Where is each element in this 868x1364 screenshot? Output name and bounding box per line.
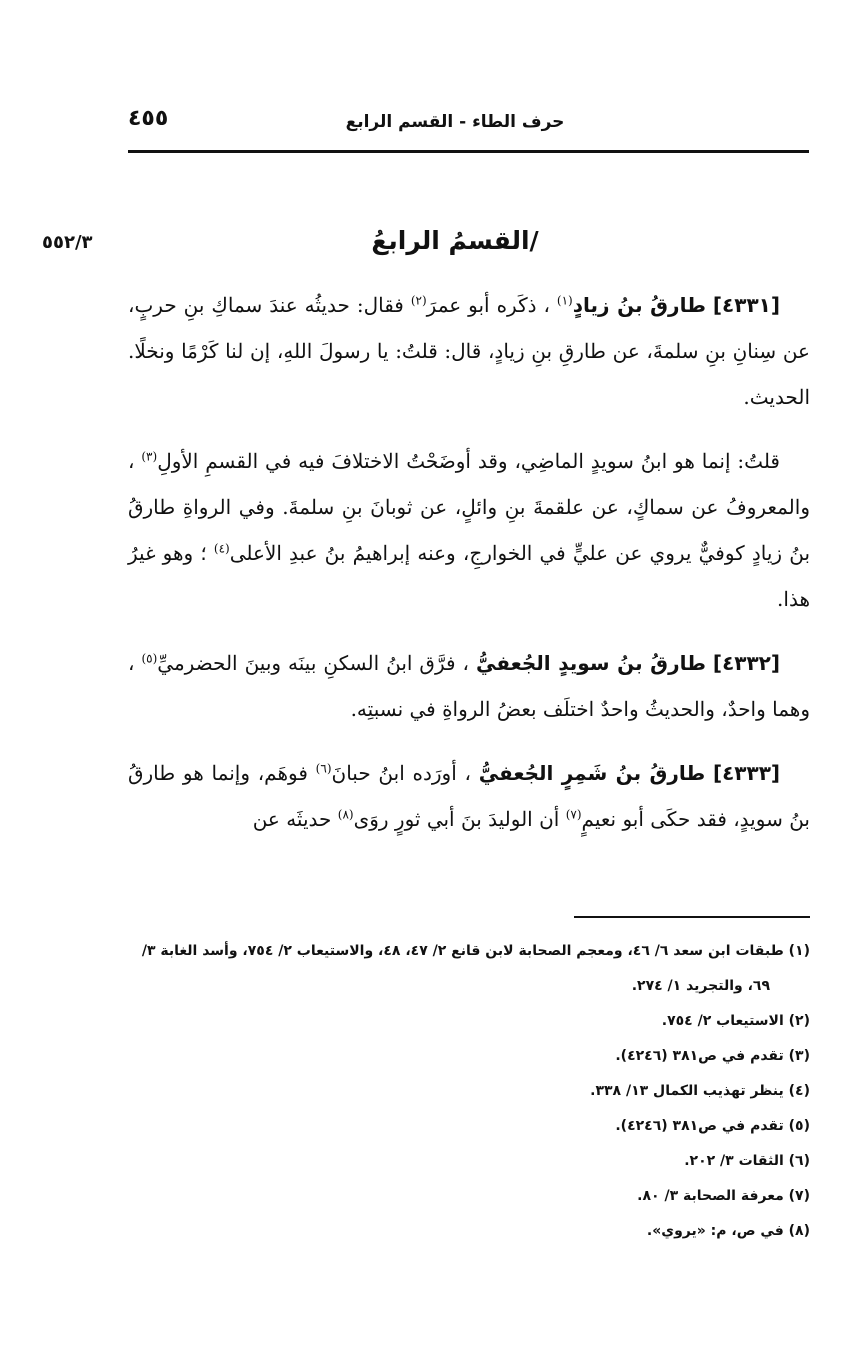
footnote-ref[interactable]: (٨) xyxy=(337,807,354,822)
entry-text: ، أورَده ابنُ حبانَ xyxy=(331,761,471,785)
footnote-ref[interactable]: (٣) xyxy=(141,449,158,464)
commentary-paragraph xyxy=(128,438,810,622)
header-rule xyxy=(128,150,809,153)
footnote-6: (٦) الثقات ٣/ ٢٠٢. xyxy=(684,1153,810,1169)
entry-4332 xyxy=(128,640,810,732)
footnote-ref[interactable]: (٧) xyxy=(565,807,582,822)
entry-4331 xyxy=(128,282,810,420)
footnote-separator xyxy=(574,916,810,918)
page-number: ٤٥٥ xyxy=(128,106,169,131)
entry-text: ؛ وهو غيرُ هذا. xyxy=(128,541,810,611)
entry-text: ، ذكَره أبو عمرَ xyxy=(426,293,550,317)
entry-number: [٤٣٣١] xyxy=(712,293,780,317)
footnote-2: (٢) الاستيعاب ٢/ ٧٥٤. xyxy=(661,1013,810,1029)
entry-4333 xyxy=(128,750,810,842)
entry-text: ، والمعروفُ عن سماكٍ، عن علقمةَ بنِ وائلٍ، عن ثوبانَ بنِ سلمةَ. وفي الرواةِ طارقُ بنُ زيادٍ كوفيٌّ يروي عن عليٍّ في الخوارجِ، وعنه إبراهيمُ بنُ عبدِ الأعلى xyxy=(128,449,811,565)
footnote-1: (١) طبقات ابن سعد ٦/ ٤٦، ومعجم الصحابة لابن قانع ٢/ ٤٧، ٤٨، والاستيعاب ٢/ ٧٥٤، وأسد الغابة ٣/ ٦٩، والتجريد ١/ ٢٧٤. xyxy=(141,943,810,994)
footnote-8: (٨) في ص، م: «يروي». xyxy=(646,1223,810,1239)
footnote-ref[interactable]: (٦) xyxy=(315,761,332,776)
footnote-ref[interactable]: (٤) xyxy=(213,541,230,556)
footnotes xyxy=(128,934,810,1249)
entry-text: قلتُ: إنما هو ابنُ سويدٍ الماضِي، وقد أوضَحْتُ الاختلافَ فيه في القسمِ الأولِ xyxy=(157,449,780,473)
entry-name: طارقُ بنُ سويدٍ الجُعفيُّ xyxy=(475,651,706,675)
running-title: حرف الطاء - القسم الرابع xyxy=(345,112,565,132)
main-text xyxy=(128,282,810,860)
entry-number: [٤٣٣٢] xyxy=(712,651,781,675)
margin-reference: ٥٥٢/٣ xyxy=(42,232,93,253)
entry-text: فقال: حديثُه عندَ سماكِ بنِ حربٍ، عن سِنانِ بنِ سلمةَ، عن طارقِ بنِ زيادٍ، قال: قلتُ: يا رسولَ اللهِ، إن لنا كَرْمًا ونخلًا. الحديث. xyxy=(128,293,810,409)
footnote-ref[interactable]: (٢) xyxy=(410,293,427,308)
footnote-3: (٣) تقدم في ص٣٨١ (٤٢٤٦). xyxy=(615,1048,810,1064)
entry-text: أن الوليدَ بنَ أبي ثورٍ روَى xyxy=(353,807,560,831)
entry-text: فوهَم، وإنما هو طارقُ بنُ سويدٍ، فقد حكَى أبو نعيمٍ xyxy=(128,761,810,831)
footnote-ref[interactable]: (٥) xyxy=(141,651,158,666)
footnote-ref[interactable]: (١) xyxy=(556,293,573,308)
footnote-7: (٧) معرفة الصحابة ٣/ ٨٠. xyxy=(637,1188,810,1204)
entry-name: طارقُ بنُ شَمِرٍ الجُعفيُّ xyxy=(478,761,706,785)
section-heading: /القسمُ الرابعُ xyxy=(371,226,539,255)
entry-name: طارقُ بنُ زيادٍ xyxy=(572,293,706,317)
entry-text: حديثَه عن xyxy=(252,807,332,831)
entry-number: [٤٣٣٣] xyxy=(712,761,781,785)
entry-text: ، فرَّق ابنُ السكنِ بينَه وبينَ الحضرميِّ xyxy=(157,651,469,675)
footnote-4: (٤) ينظر تهذيب الكمال ١٣/ ٣٣٨. xyxy=(590,1083,810,1099)
footnote-5: (٥) تقدم في ص٣٨١ (٤٢٤٦). xyxy=(615,1118,810,1134)
entry-text: ، وهما واحدٌ، والحديثُ واحدٌ اختلَف بعضُ الرواةِ في نسبتِه. xyxy=(128,651,810,721)
